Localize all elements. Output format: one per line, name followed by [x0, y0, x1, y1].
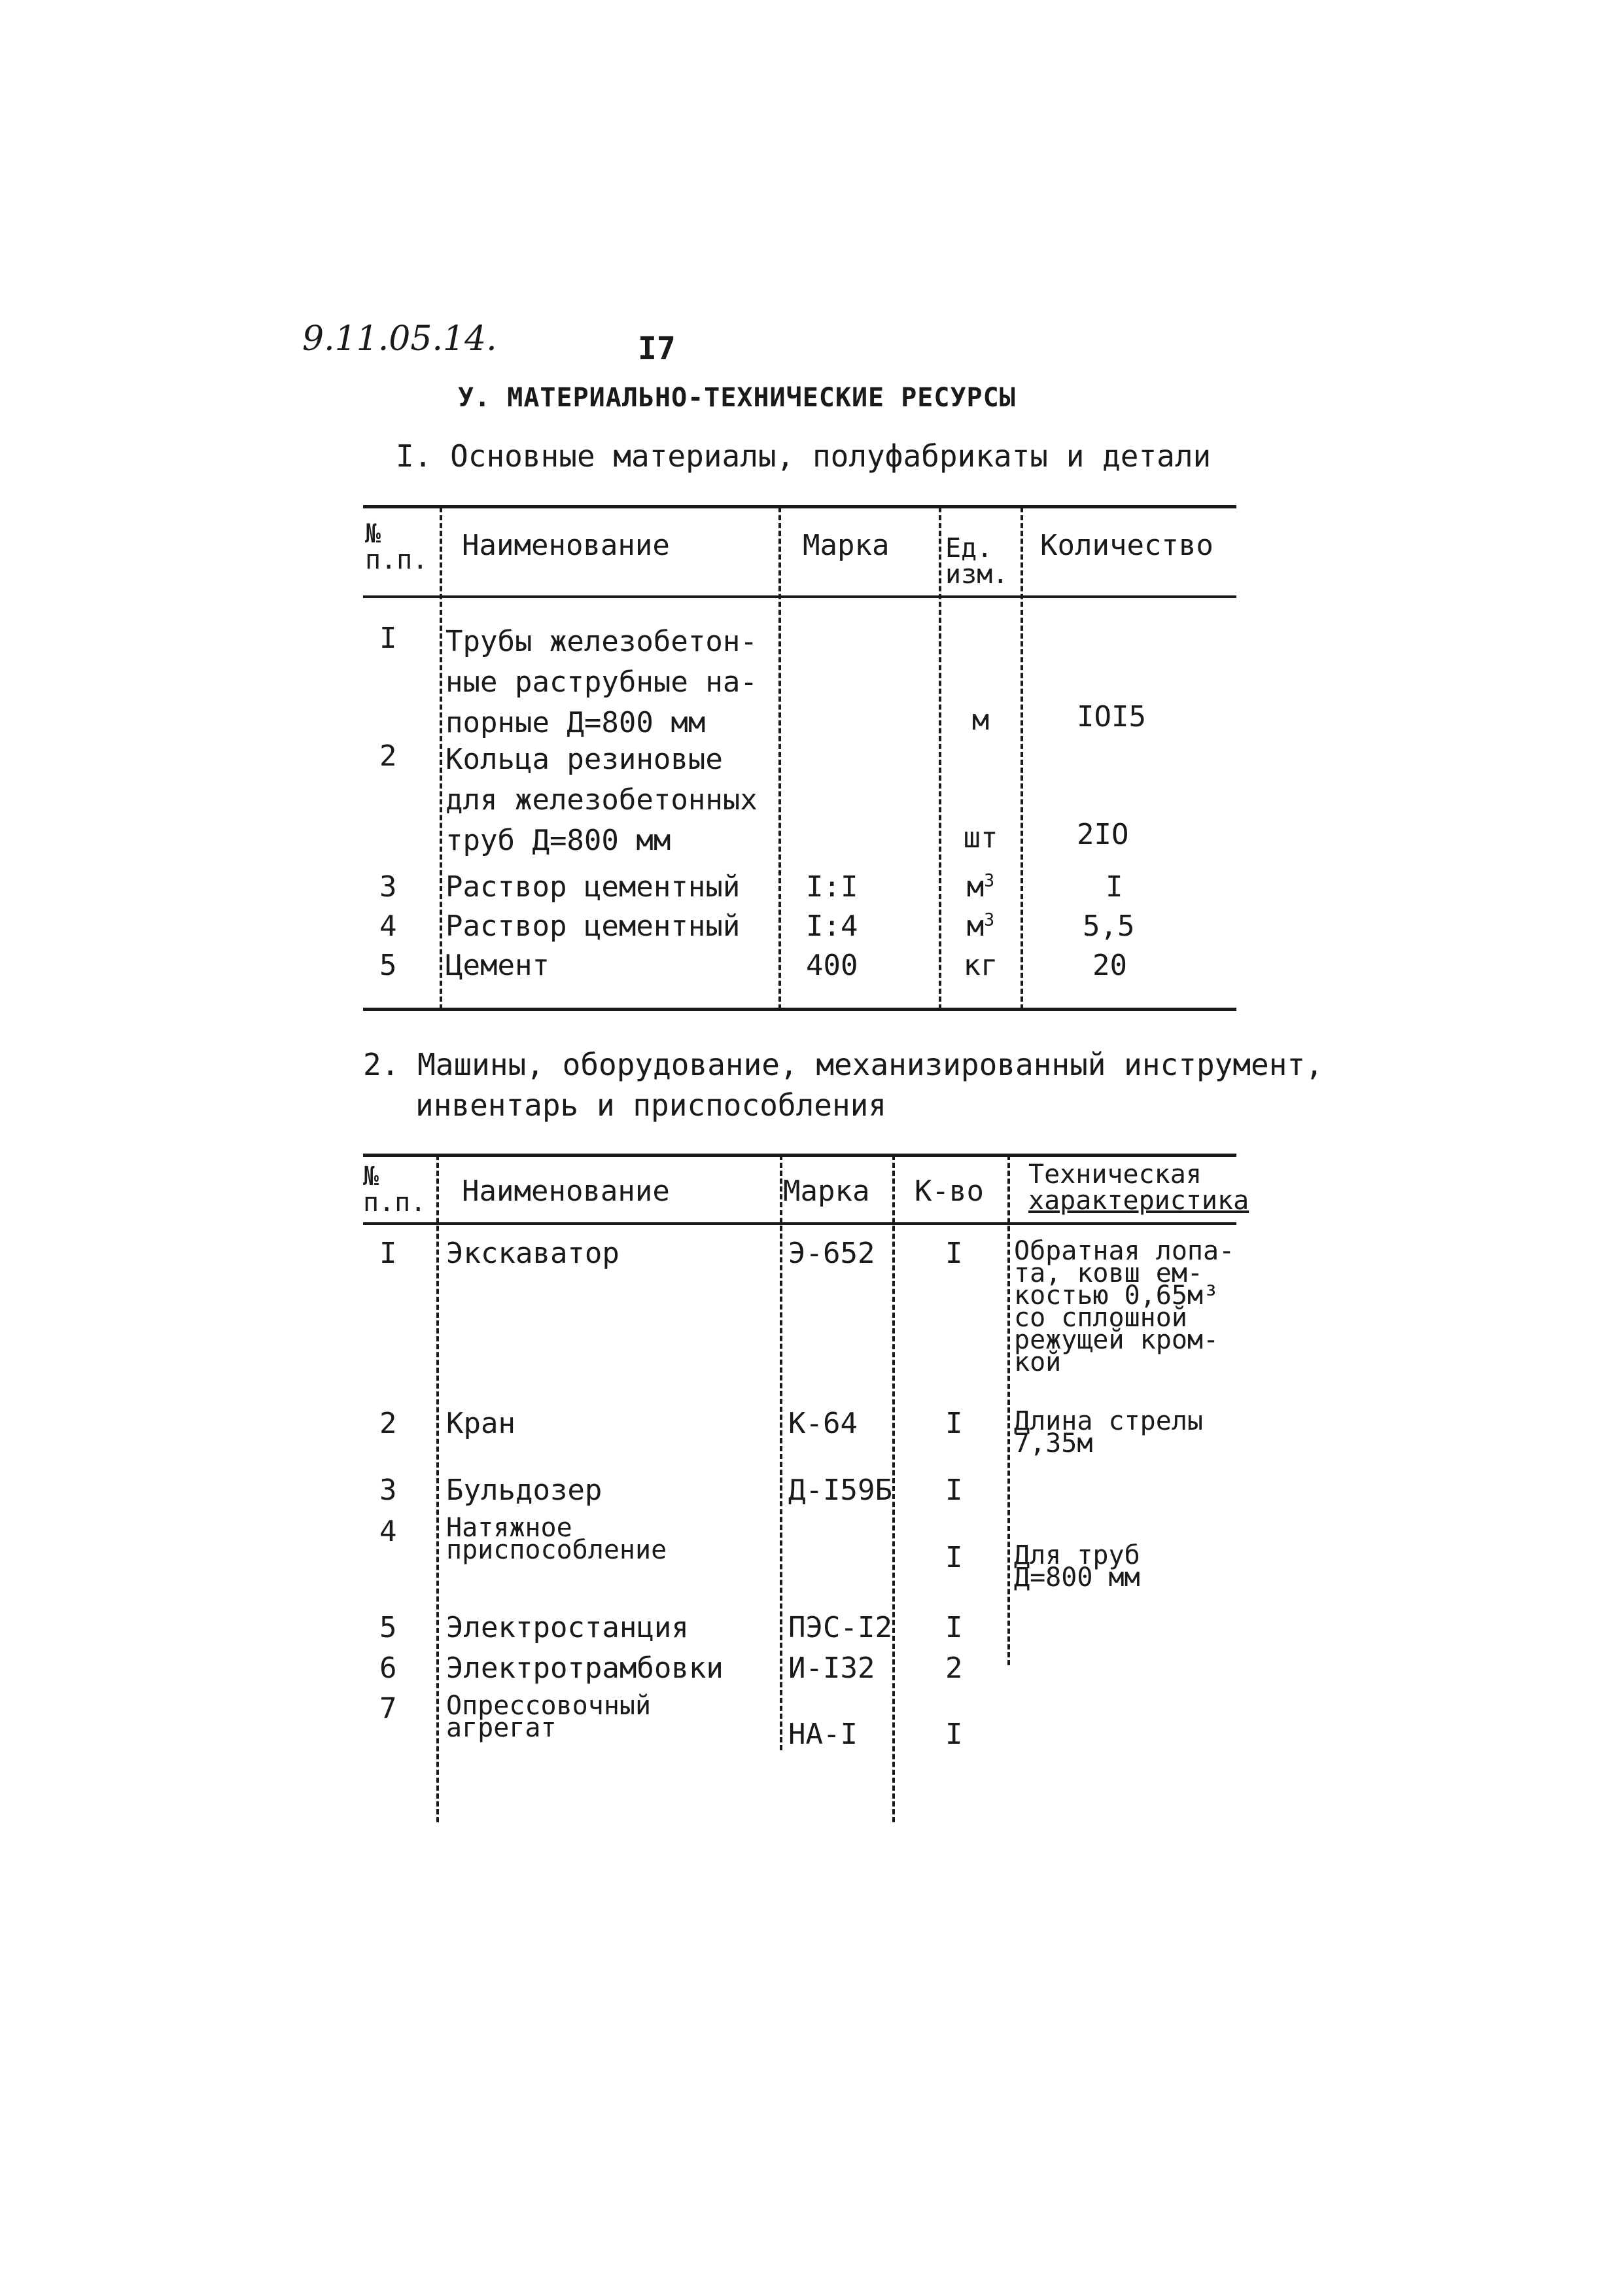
table1-header-qty: Количество	[1040, 529, 1213, 562]
table1-header-no: № п.п.	[365, 519, 428, 575]
row-spec: Для труб Д=800 мм	[1014, 1540, 1140, 1593]
row-number: 2	[379, 739, 397, 773]
row-qty: 20	[1092, 949, 1127, 982]
page-number: I7	[638, 330, 676, 367]
row-qty: IOI5	[1077, 700, 1146, 733]
table1-bottom-border	[363, 1008, 1236, 1011]
row-qty: 5,5	[1083, 910, 1135, 943]
row-unit: $м^3$	[966, 910, 995, 943]
table2-header-name: Наименование	[462, 1174, 670, 1208]
row-unit: $м^3$	[966, 870, 995, 904]
row-name: Натяжное приспособление	[446, 1513, 667, 1565]
row-mark: Э-652	[788, 1237, 875, 1270]
row-unit: кг	[963, 949, 998, 982]
row-qty: 2IO	[1077, 818, 1129, 851]
row-mark: I:4	[806, 910, 858, 943]
table1-header-name: Наименование	[462, 529, 670, 562]
table2-header-qty: К-во	[915, 1174, 984, 1208]
row-qty: I	[945, 1718, 963, 1751]
row-number: I	[379, 622, 397, 655]
row-qty: I	[945, 1611, 963, 1644]
table2-top-border	[363, 1154, 1236, 1157]
row-mark: Д-I59Б	[788, 1474, 892, 1507]
table2-title-line2: инвентарь и приспособления	[415, 1087, 887, 1123]
row-qty: I	[945, 1237, 963, 1270]
row-name: Электростанция	[446, 1611, 689, 1644]
table1-header-mark: Марка	[803, 529, 890, 562]
table2-header-no: № п.п.	[363, 1161, 427, 1218]
document-code: 9.11.05.14.	[302, 319, 497, 359]
row-name: Электротрамбовки	[446, 1651, 724, 1685]
table2-title-line1: 2. Машины, оборудование, механизированный инструмент,	[363, 1047, 1323, 1082]
row-mark: I:I	[806, 870, 858, 904]
table2-col-divider-1	[436, 1155, 442, 1822]
row-name: Трубы железобетон- ные раструбные на- порные Д=800 мм	[445, 625, 758, 739]
row-name: Опрессовочный агрегат	[446, 1691, 652, 1743]
table1-title: I. Основные материалы, полуфабрикаты и детали	[396, 438, 1212, 474]
row-mark: ПЭС-I2	[788, 1611, 892, 1644]
table1-top-border	[363, 505, 1236, 508]
row-unit: м	[971, 703, 990, 737]
table1-header-unit: Ед. изм.	[945, 533, 1009, 590]
table2-col-divider-2	[780, 1155, 785, 1750]
row-qty: 2	[945, 1651, 963, 1685]
row-mark: НА-I	[788, 1718, 858, 1751]
row-name: Раствор цементный	[445, 910, 741, 943]
table2-col-divider-4	[1007, 1155, 1013, 1665]
row-name: Раствор цементный	[445, 870, 741, 904]
row-number: I	[379, 1237, 397, 1270]
table1-header-divider	[363, 595, 1236, 598]
row-mark: 400	[806, 949, 858, 982]
row-qty: I	[1106, 870, 1123, 904]
row-number: 2	[379, 1407, 397, 1440]
row-qty: I	[945, 1541, 963, 1574]
table1-col-divider-2	[778, 507, 784, 1010]
row-mark: К-64	[788, 1407, 858, 1440]
row-name: Цемент	[445, 949, 550, 982]
row-spec: Обратная лопа- та, ковш ем- костью 0,65м³ со сплошной режущей кром- кой	[1014, 1236, 1235, 1377]
row-number: 7	[379, 1692, 397, 1725]
row-spec: Длина стрелы 7,35м	[1014, 1406, 1203, 1458]
row-number: 4	[379, 910, 397, 943]
row-qty: I	[945, 1474, 963, 1507]
row-name: Бульдозер	[446, 1474, 602, 1507]
row-name: Кран	[446, 1407, 515, 1440]
row-name: Кольца резиновые для железобетонных труб Д=800 мм	[445, 743, 758, 857]
table1-col-divider-4	[1021, 507, 1026, 1010]
row-qty: I	[945, 1407, 963, 1440]
table2-col-divider-3	[892, 1155, 898, 1822]
row-mark: И-I32	[788, 1651, 875, 1685]
row-unit: шт	[963, 821, 998, 855]
row-number: 3	[379, 1474, 397, 1507]
row-number: 4	[379, 1515, 397, 1548]
row-number: 5	[379, 1611, 397, 1644]
row-number: 5	[379, 949, 397, 982]
row-name: Экскаватор	[446, 1237, 620, 1270]
row-number: 6	[379, 1651, 397, 1685]
table2-header-mark: Марка	[783, 1174, 870, 1208]
table2-header-spec: Техническая характеристика	[1028, 1159, 1249, 1216]
row-number: 3	[379, 870, 397, 904]
table1-col-divider-1	[440, 507, 445, 1010]
table2-header-divider	[363, 1222, 1236, 1225]
section-title: У. МАТЕРИАЛЬНО-ТЕХНИЧЕСКИЕ РЕСУРСЫ	[458, 383, 1016, 413]
